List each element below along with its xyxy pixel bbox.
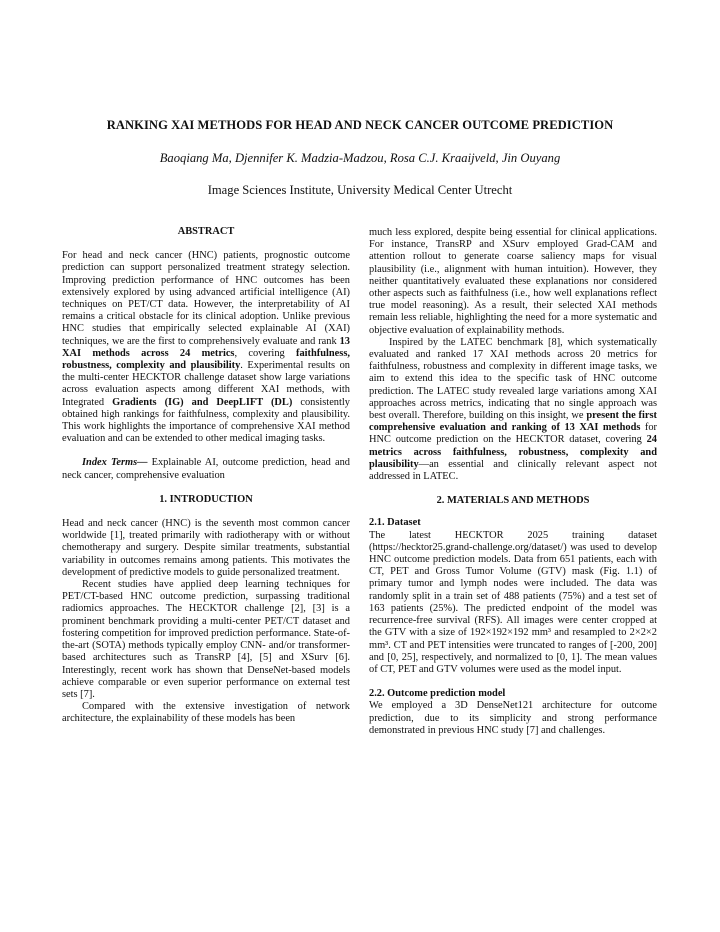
introduction-heading: 1. INTRODUCTION bbox=[159, 493, 253, 505]
intro-continued-paragraph: much less explored, despite being essential for clinical applications. For instance, TransRP and XSurv employed Grad-CAM and attention rollout to generate coarse saliency maps for visual plausibility (i.e., alignment with human intuition). However, they neither quantitatively evaluated these explanations nor considered other aspects such as faithfulness (i.e., how well explanations reflect true model reasoning). As a result, their selected XAI methods remain less reliable, highlighting the need for a more systematic and objective evaluation of explainability methods. bbox=[369, 227, 657, 336]
model-paragraph: We employed a 3D DenseNet121 architecture for outcome prediction, due to its simplicity and strong performance demonstrated in previous HNC study [7] and challenges. bbox=[369, 700, 657, 736]
latec-text-2: for HNC outcome prediction on the HECKTOR dataset, covering bbox=[369, 422, 657, 446]
index-terms-text: Explainable AI, outcome prediction, head and neck cancer, comprehensive evaluation bbox=[62, 457, 350, 481]
index-terms bbox=[62, 457, 350, 481]
model-subheading: 2.2. Outcome prediction model bbox=[369, 688, 506, 700]
abstract-emphasis-1: 13 XAI methods across 24 metrics bbox=[62, 335, 350, 359]
intro-paragraph-2: Recent studies have applied deep learning techniques for PET/CT-based HNC outcome prediction, surpassing traditional radiomics approaches. The HECKTOR challenge [2], [3] is a prominent benchmark providing a multi-center PET/CT dataset and fostering competition for improved prediction performance. State-of-the-art (SOTA) methods typically employ CNN- and/or transformer-based architectures such as TransRP [4], [5] and XSurv [6]. Interestingly, recent work has shown that DenseNet-based models achieve comparable or even superior performance on external test sets [7]. bbox=[62, 579, 350, 700]
abstract-emphasis-2: faithfulness, robustness, complexity and plausibility bbox=[62, 347, 350, 372]
affiliation: Image Sciences Institute, University Medical Center Utrecht bbox=[207, 183, 513, 197]
dataset-paragraph: The latest HECKTOR 2025 training dataset (https://hecktor25.grand-challenge.org/dataset/) was used to develop HNC outcome prediction models. Data from 651 patients, each with CT, PET and Gross Tumor Volume (GTV) mask (Fig. 1.1) of primary tumor and lymph nodes were included. The data was randomly split in a train set of 488 patients (75%) and a test set of 163 patients (25%). The predicted endpoint of the model was recurrence-free survival (RFS). All images were center cropped at the GTV with a size of 192×192×192 mm³ and resampled to 2×2×2 mm³. CT and PET intensities were truncated to ranges of [-200, 200] and [0, 25], respectively, and normalized to [0, 1]. The mean values of CT, PET and GTV volumes were used as the model input. bbox=[369, 529, 657, 675]
latec-text-1: Inspired by the LATEC benchmark [8], which systematically evaluated and ranked 17 XAI methods across 20 metrics for faithfulness, robustness and complexity in different image tasks, we aim to extend this idea to the specific task of HNC outcome prediction. The LATEC study revealed large variations among XAI approaches across metrics, indicating that no single approach was best overall. Therefore, building on this insight, we bbox=[369, 336, 657, 422]
dataset-subheading: 2.1. Dataset bbox=[369, 517, 421, 529]
latec-emphasis-1: present the first comprehensive evaluation and ranking of 13 XAI methods bbox=[369, 410, 658, 434]
abstract-paragraph bbox=[62, 250, 350, 445]
methods-heading: 2. MATERIALS AND METHODS bbox=[436, 495, 590, 507]
abstract-heading: ABSTRACT bbox=[177, 226, 235, 237]
index-terms-label: Index Terms— bbox=[82, 457, 148, 469]
abstract-text-4: consistently obtained high rankings for faithfulness, complexity and plausibility. This work highlights the importance of comprehensive XAI method evaluation and can be extended to other medical imaging tasks. bbox=[62, 396, 350, 445]
author-list: Baoqiang Ma, Djennifer K. Madzia-Madzou, Rosa C.J. Kraaijveld, Jin Ouyang bbox=[159, 151, 561, 165]
right-column bbox=[369, 227, 657, 737]
left-column bbox=[62, 226, 350, 726]
paper-title: RANKING XAI METHODS FOR HEAD AND NECK CANCER OUTCOME PREDICTION bbox=[106, 118, 614, 132]
latec-paragraph bbox=[369, 337, 657, 483]
abstract-text-1: For head and neck cancer (HNC) patients, prognostic outcome prediction can support personalized treatment strategy selection. Improving prediction performance of HNC outcomes has been extensively explored by using advanced artificial intelligence (AI) techniques on PET/CT data. However, the interpretability of AI remains a critical obstacle for its clinical adoption. Unlike previous HNC studies that empirically selected explainable AI (XAI) techniques, we are the first to comprehensively evaluate and rank bbox=[62, 250, 350, 347]
latec-emphasis-2: 24 metrics across faithfulness, robustness, complexity and plausibility bbox=[369, 434, 657, 470]
intro-paragraph-1: Head and neck cancer (HNC) is the seventh most common cancer worldwide [1], treated primarily with radiotherapy with or without chemotherapy and surgery. Despite similar treatments, substantial variability in outcomes remains among patients. This motivates the development of predictive models to guide personalized treatment. bbox=[62, 518, 350, 578]
latec-text-3: —an essential and clinically relevant aspect not addressed in LATEC. bbox=[369, 458, 657, 483]
abstract-emphasis-3: Gradients (IG) and DeepLIFT (DL) bbox=[112, 396, 293, 408]
intro-paragraph-3: Compared with the extensive investigation of network architecture, the explainability of these models has been bbox=[62, 701, 350, 725]
abstract-text-3: . Experimental results on the multi-center HECKTOR challenge dataset show large variations across evaluation aspects among different XAI methods, with Integrated bbox=[62, 360, 350, 408]
abstract-text-2: , covering bbox=[234, 347, 296, 359]
